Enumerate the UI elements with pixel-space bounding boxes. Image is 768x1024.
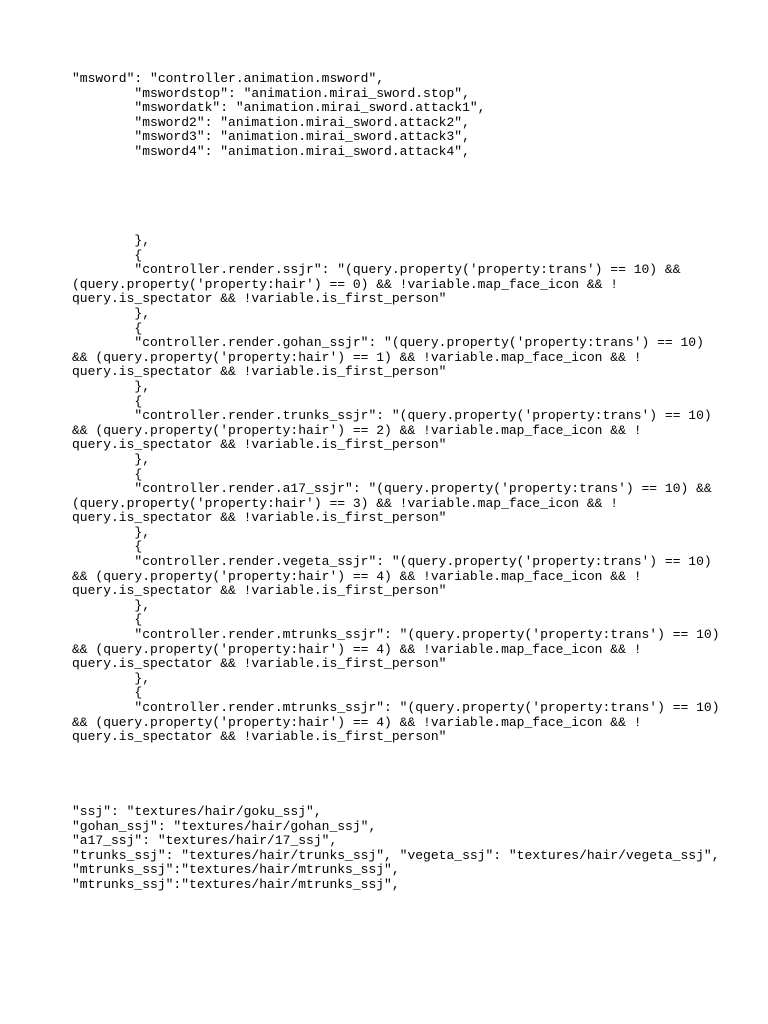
code-line: "a17_ssj": "textures/hair/17_ssj", [72, 833, 338, 849]
code-line: "mtrunks_ssj":"textures/hair/mtrunks_ssj", [72, 876, 400, 892]
code-line: "mtrunks_ssj":"textures/hair/mtrunks_ssj", [72, 862, 400, 878]
code-line: "msword4": "animation.mirai_sword.attack4", [72, 143, 470, 159]
code-line: "controller.render.ssjr": "(query.property('property:trans') == 10) && [72, 262, 681, 278]
code-line: { [72, 539, 143, 555]
code-line: "controller.render.a17_ssjr": "(query.property('property:trans') == 10) && [72, 481, 712, 497]
code-line: (query.property('property:hair') == 0) && !variable.map_face_icon && ! [72, 276, 619, 292]
code-line: { [72, 612, 143, 628]
code-line: query.is_spectator && !variable.is_first_person" [72, 291, 447, 307]
render-controllers-block [72, 233, 720, 745]
code-line: "trunks_ssj": "textures/hair/trunks_ssj", "vegeta_ssj": "textures/hair/vegeta_ssj", [72, 847, 720, 863]
code-line: { [72, 685, 143, 701]
code-line: "gohan_ssj": "textures/hair/gohan_ssj", [72, 818, 377, 834]
code-line: }, [72, 233, 151, 248]
code-line: "msword2": "animation.mirai_sword.attack2", [72, 114, 470, 130]
code-line: }, [72, 670, 151, 686]
code-line: "ssj": "textures/hair/goku_ssj", [72, 804, 322, 819]
code-line: && (query.property('property:hair') == 1) && !variable.map_face_icon && ! [72, 349, 642, 365]
code-line: "msword3": "animation.mirai_sword.attack3", [72, 129, 470, 145]
code-line: && (query.property('property:hair') == 4) && !variable.map_face_icon && ! [72, 641, 642, 657]
code-line: }, [72, 378, 151, 394]
code-line: "controller.render.gohan_ssjr": "(query.property('property:trans') == 10) [72, 335, 704, 351]
code-line: "controller.render.trunks_ssjr": "(query.property('property:trans') == 10) [72, 408, 712, 424]
code-line: "mswordstop": "animation.mirai_sword.stop", [72, 85, 470, 101]
code-line: query.is_spectator && !variable.is_first_person" [72, 437, 447, 453]
code-line: { [72, 466, 143, 482]
hair-textures-block [72, 804, 720, 893]
code-line: }, [72, 597, 151, 613]
code-line: && (query.property('property:hair') == 2) && !variable.map_face_icon && ! [72, 422, 642, 438]
code-line: { [72, 320, 143, 336]
code-line: query.is_spectator && !variable.is_first_person" [72, 364, 447, 380]
code-line: }, [72, 305, 151, 321]
code-line: { [72, 247, 143, 263]
code-line: }, [72, 524, 151, 540]
code-line: { [72, 393, 143, 409]
code-line: "msword": "controller.animation.msword", [72, 71, 385, 86]
code-line: "controller.render.mtrunks_ssjr": "(query.property('property:trans') == 10) [72, 700, 720, 715]
code-line: && (query.property('property:hair') == 4) && !variable.map_face_icon && ! [72, 714, 642, 730]
msword-animation-block [72, 72, 712, 160]
code-line: "controller.render.vegeta_ssjr": "(query.property('property:trans') == 10) [72, 554, 712, 570]
code-line: query.is_spectator && !variable.is_first_person" [72, 583, 447, 599]
code-line: "controller.render.mtrunks_ssjr": "(query.property('property:trans') == 10) [72, 627, 720, 643]
code-line: query.is_spectator && !variable.is_first_person" [72, 510, 447, 526]
code-line: "mswordatk": "animation.mirai_sword.attack1", [72, 100, 486, 116]
code-line: && (query.property('property:hair') == 4) && !variable.map_face_icon && ! [72, 568, 642, 584]
code-line: query.is_spectator && !variable.is_first_person" [72, 729, 447, 745]
code-line: (query.property('property:hair') == 3) && !variable.map_face_icon && ! [72, 495, 619, 511]
code-line: query.is_spectator && !variable.is_first_person" [72, 656, 447, 672]
code-line: }, [72, 451, 151, 467]
